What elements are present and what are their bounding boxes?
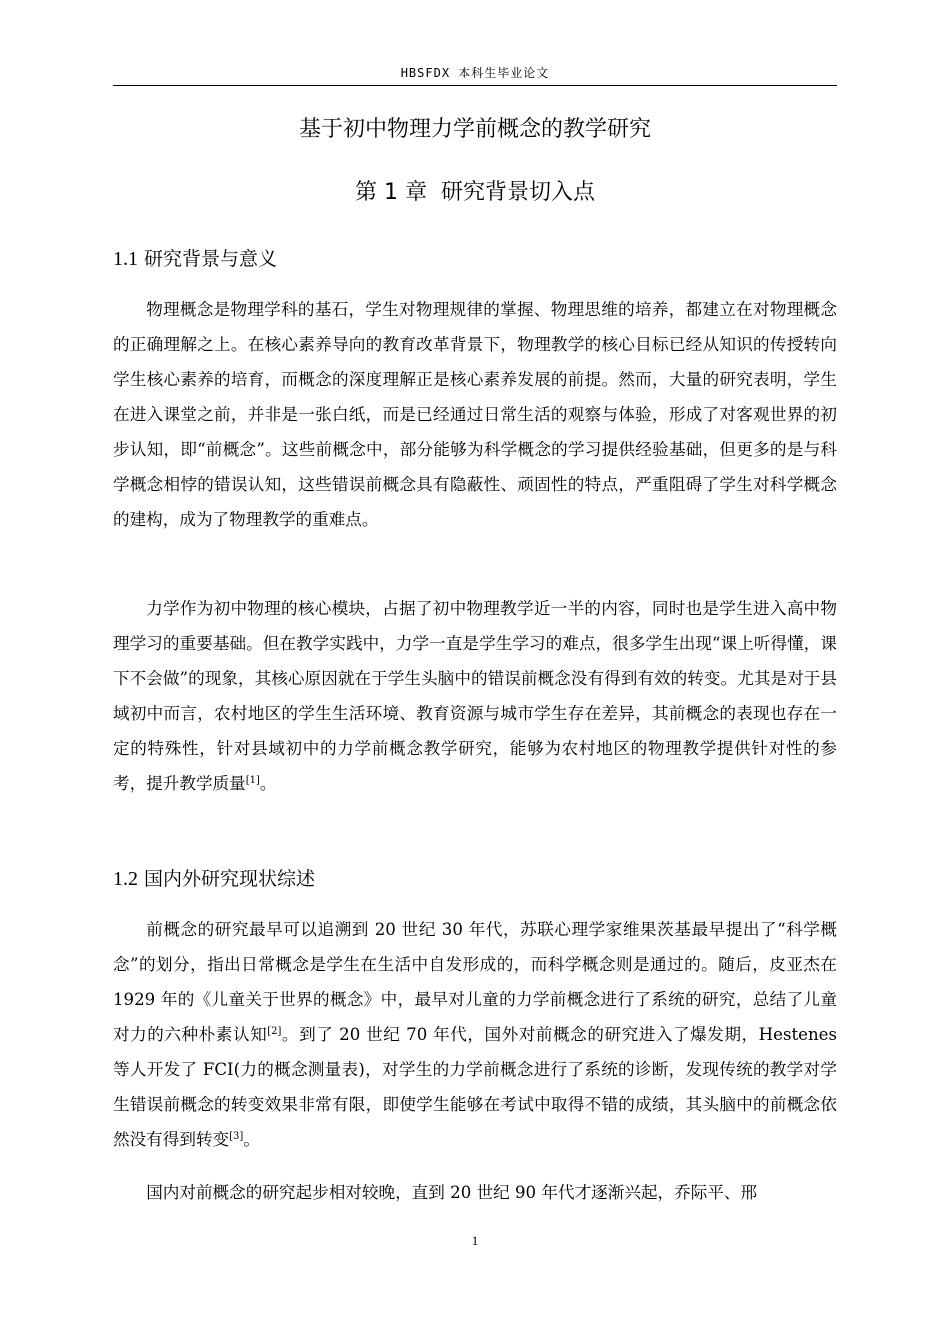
chapter-title [113, 176, 837, 210]
section-number: 1.2 [113, 868, 138, 890]
paragraph-text: 前概念的研究最早可以追溯到 20 世纪 30 年代，苏联心理学家维果茨基最早提出了“科学概念”的划分，指出日常概念是学生在生活中自发形成的，而科学概念则是通过的。随后，皮亚杰在 1929 年的《儿童关于世界的概念》中，最早对儿童的力学前概念进行了系统的研究，总结了儿童对力的六种朴素认知 [113, 920, 837, 1044]
paragraph-tail: 。 [259, 774, 277, 793]
document-title: 基于初中物理力学前概念的教学研究 [298, 117, 651, 142]
running-header: HBSFDX 本科生毕业论文 [400, 66, 550, 80]
section-heading-1-1 [113, 244, 837, 274]
citation-ref: [2] [267, 1026, 282, 1037]
paragraph [113, 912, 837, 1157]
section-title: 研究背景与意义 [144, 248, 278, 270]
section-heading-1-2 [113, 864, 837, 894]
citation-ref: [3] [229, 1131, 244, 1142]
paragraph: 物理概念是物理学科的基石，学生对物理规律的掌握、物理思维的培养，都建立在对物理概念的正确理解之上。在核心素养导向的教育改革背景下，物理教学的核心目标已经从知识的传授转向学生核心素养的培育，而概念的深度理解正是核心素养发展的前提。然而，大量的研究表明，学生在进入课堂之前，并非是一张白纸，而是已经通过日常生活的观察与体验，形成了对客观世界的初步认知，即“前概念”。这些前概念中，部分能够为科学概念的学习提供经验基础，但更多的是与科学概念相悖的错误认知，这些错误前概念具有隐蔽性、顽固性的特点，严重阻碍了学生对科学概念的建构，成为了物理教学的重难点。 [113, 300, 837, 529]
paragraph-tail: 。 [243, 1130, 260, 1149]
chapter-label: 第 1 章 [355, 180, 427, 205]
citation-ref: [1] [245, 775, 260, 786]
section-number: 1.1 [113, 248, 138, 270]
paragraph-text: 力学作为初中物理的核心模块，占据了初中物理教学近一半的内容，同时也是学生进入高中物理学习的重要基础。但在教学实践中，力学一直是学生学习的难点，很多学生出现“课上听得懂，课下不会做”的现象，其核心原因就在于学生头脑中的错误前概念没有得到有效的转变。尤其是对于县域初中而言，农村地区的学生生活环境、教育资源与城市学生存在差异，其前概念的表现也存在一定的特殊性，针对县域初中的力学前概念教学研究，能够为农村地区的物理教学提供针对性的参考，提升教学质量 [113, 599, 837, 793]
section-title: 国内外研究现状综述 [144, 868, 316, 890]
page-number: 1 [471, 1233, 479, 1248]
paragraph [113, 591, 837, 801]
chapter-name: 研究背景切入点 [440, 180, 595, 205]
header-rule [113, 85, 837, 86]
paragraph-text: 。到了 20 世纪 70 年代，国外对前概念的研究进入了爆发期，Hestenes 等人开发了 FCI(力的概念测量表)，对学生的力学前概念进行了系统的诊断，发现传统的教学对学生错误前概念的转变效果非常有限，即使学生能够在考试中取得不错的成绩，其头脑中的前概念依然没有得到转变 [113, 1025, 837, 1149]
paragraph: 国内对前概念的研究起步相对较晚，直到 20 世纪 90 年代才逐渐兴起，乔际平、邢 [146, 1183, 758, 1202]
